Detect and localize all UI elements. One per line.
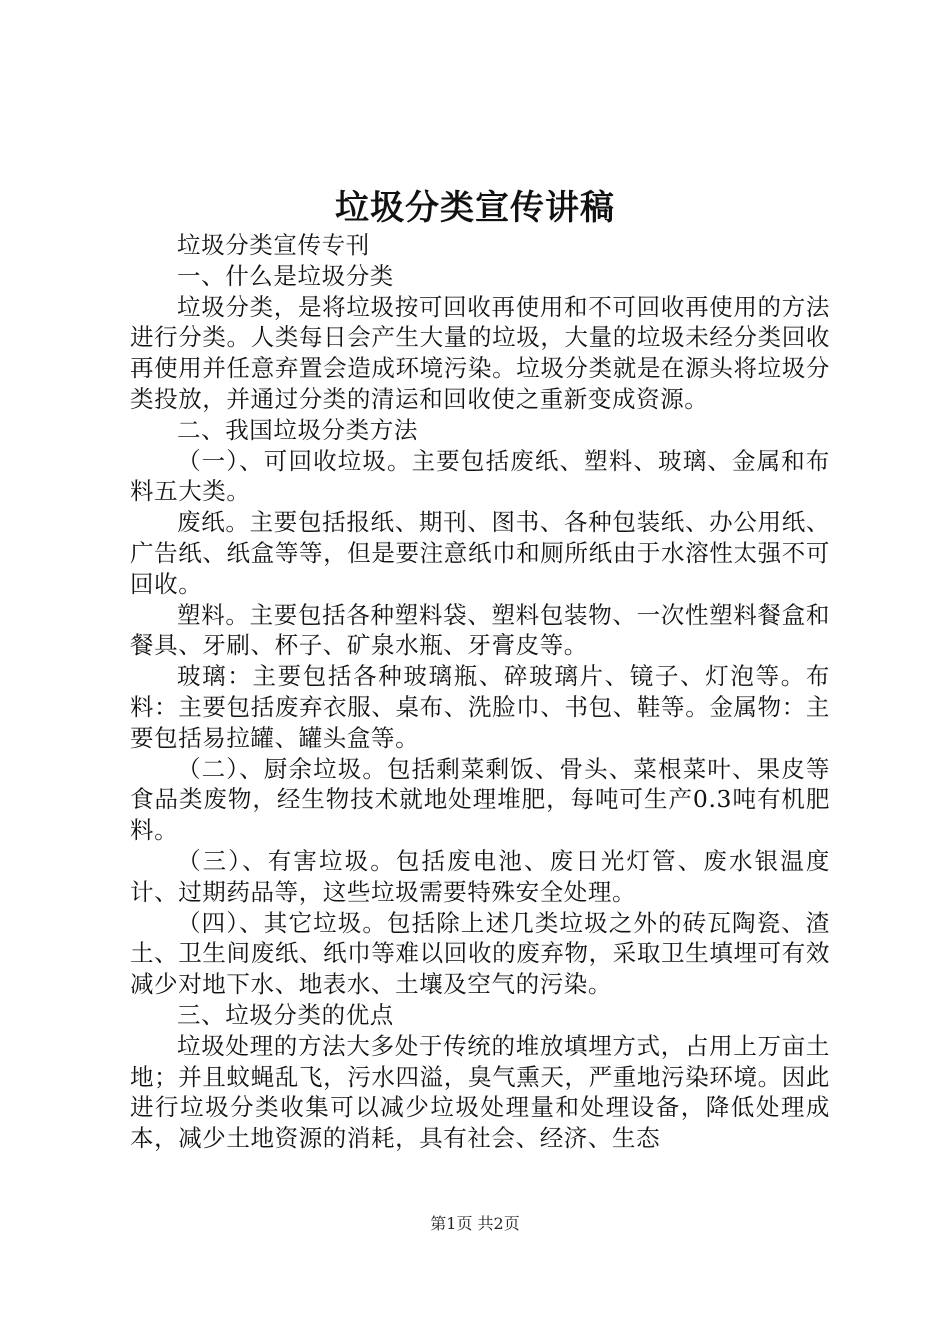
- section-heading: 一、什么是垃圾分类: [177, 261, 394, 290]
- paragraph: （二）、厨余垃圾。包括剩菜剩饭、骨头、菜根菜叶、果皮等食品类废物，经生物技术就地处理堆肥，每吨可生产0.3吨有机肥料。: [130, 754, 830, 845]
- paragraph: （一）、可回收垃圾。主要包括废纸、塑料、玻璃、金属和布料五大类。: [130, 446, 830, 506]
- paragraph: 玻璃：主要包括各种玻璃瓶、碎玻璃片、镜子、灯泡等。布料：主要包括废弃衣服、桌布、洗脸巾、书包、鞋等。金属物：主要包括易拉罐、罐头盒等。: [130, 662, 830, 752]
- section-heading: 三、垃圾分类的优点: [177, 1000, 394, 1029]
- section-heading: 二、我国垃圾分类方法: [177, 415, 418, 444]
- paragraph: 塑料。主要包括各种塑料袋、塑料包装物、一次性塑料餐盒和餐具、牙刷、杯子、矿泉水瓶、牙膏皮等。: [130, 600, 830, 660]
- page-footer: 第1页 共2页: [430, 1214, 520, 1233]
- paragraph: 垃圾处理的方法大多处于传统的堆放填埋方式，占用上万亩土地；并且蚊蝇乱飞，污水四溢，臭气熏天，严重地污染环境。因此进行垃圾分类收集可以减少垃圾处理量和处理设备，降低处理成本，减少土地资源的消耗，具有社会、经济、生态: [130, 1031, 830, 1153]
- paragraph: 垃圾分类宣传专刊: [177, 231, 370, 259]
- paragraph: （三）、有害垃圾。包括废电池、废日光灯管、废水银温度计、过期药品等，这些垃圾需要特殊安全处理。: [130, 846, 830, 906]
- paragraph: （四）、其它垃圾。包括除上述几类垃圾之外的砖瓦陶瓷、渣土、卫生间废纸、纸巾等难以回收的废弃物，采取卫生填埋可有效减少对地下水、地表水、土壤及空气的污染。: [130, 908, 830, 999]
- paragraph: 废纸。主要包括报纸、期刊、图书、各种包装纸、办公用纸、广告纸、纸盒等等，但是要注意纸巾和厕所纸由于水溶性太强不可回收。: [130, 508, 830, 598]
- paragraph: 垃圾分类，是将垃圾按可回收再使用和不可回收再使用的方法进行分类。人类每日会产生大量的垃圾，大量的垃圾未经分类回收再使用并任意弃置会造成环境污染。垃圾分类就是在源头将垃圾分类投放，并通过分类的清运和回收使之重新变成资源。: [130, 292, 830, 413]
- document-body: [130, 230, 830, 1154]
- page-title: 垃圾分类宣传讲稿: [335, 188, 615, 228]
